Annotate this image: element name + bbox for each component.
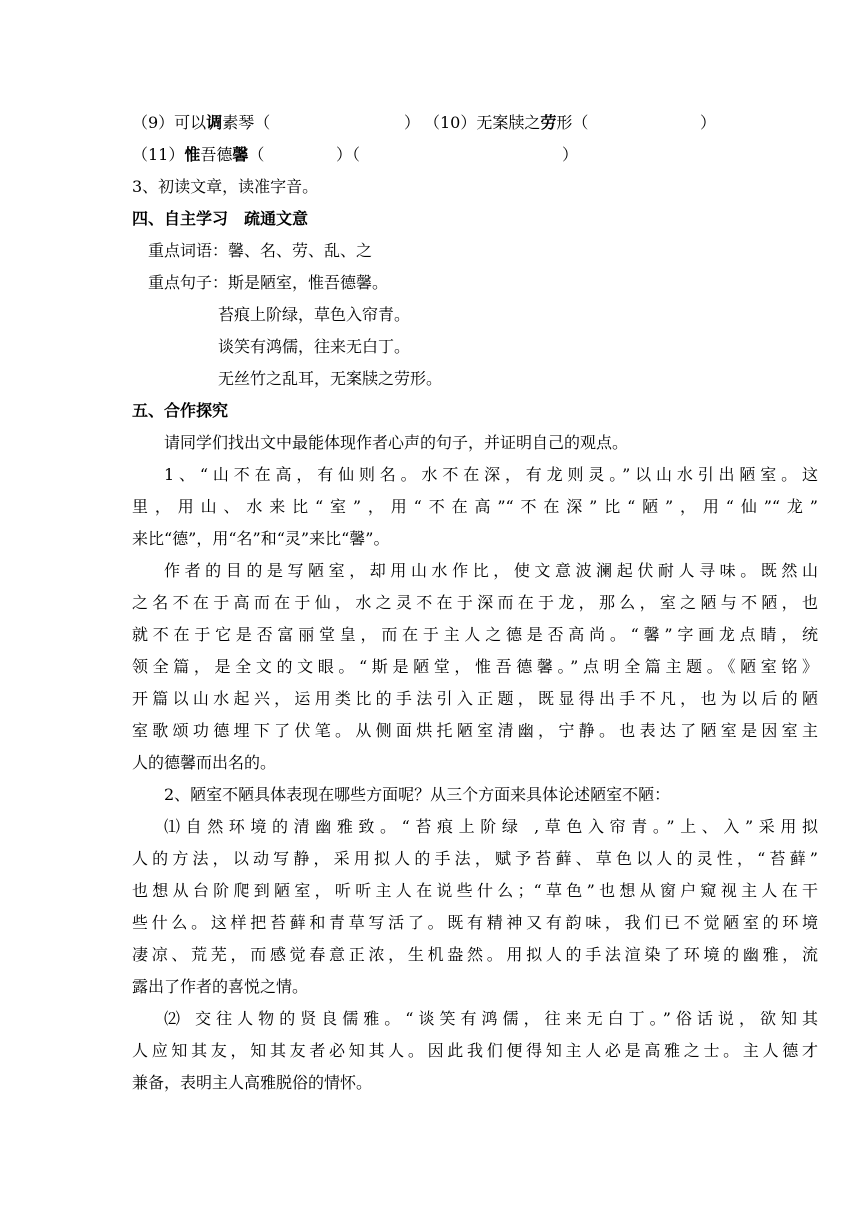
exercise-item-9 bbox=[132, 112, 270, 134]
q10-bold-char: 劳 bbox=[540, 113, 557, 132]
q11-answer-close: ）（ bbox=[336, 145, 361, 164]
q9-answer-close: ） bbox=[404, 113, 421, 132]
q11-text: （11） bbox=[132, 145, 185, 164]
paragraph-line: 凄凉、荒芜，而感觉春意正浓，生机盎然。用拟人的手法渲染了环境的幽雅，流 bbox=[132, 945, 818, 964]
paragraph-line: 领全篇，是全文的文眼。“斯是陋堂，惟吾德馨。”点明全篇主题。《陋室铭》 bbox=[132, 657, 818, 676]
paragraph-line: ⑴自然环境的清幽雅致。“苔痕上阶绿 ,草色入帘青。”上、入”采用拟 bbox=[164, 817, 818, 836]
section-5-intro: 请同学们找出文中最能体现作者心声的句子，并证明自己的观点。 bbox=[164, 433, 629, 452]
q9-text: （9）可以 bbox=[132, 113, 207, 132]
paragraph-line: 人应知其友，知其友者必知其人。因此我们便得知主人必是高雅之士。主人德才 bbox=[132, 1041, 818, 1060]
paragraph-line: 人的方法，以动写静，采用拟人的手法，赋予苔藓、草色以人的灵性，“苔藓” bbox=[132, 849, 818, 868]
q10-answer-close: ） bbox=[700, 113, 717, 132]
q10-text: （10）无案牍之 bbox=[424, 113, 541, 132]
q11-open: （ bbox=[248, 145, 265, 164]
paragraph-line: ⑵ 交往人物的贤良儒雅。“谈笑有鸿儒，往来无白丁。”俗话说，欲知其 bbox=[164, 1009, 818, 1028]
exercise-item-11 bbox=[132, 144, 264, 166]
paragraph-line: 些什么。这样把苔藓和青草写活了。既有精神又有韵味，我们已不觉陋室的环境 bbox=[132, 913, 818, 932]
paragraph-line: 室歌颂功德埋下了伏笔。从侧面烘托陋室清幽，宁静。也表达了陋室是因室主 bbox=[132, 721, 818, 740]
paragraph-line: 作者的目的是写陋室，却用山水作比，使文意波澜起伏耐人寻味。既然山 bbox=[164, 561, 818, 580]
paragraph-line: 人的德馨而出名的。 bbox=[132, 753, 277, 772]
paragraph-line: 1、“山不在高，有仙则名。水不在深，有龙则灵。”以山水引出陋室。这 bbox=[164, 465, 818, 484]
paragraph-line: 之名不在于高而在于仙，水之灵不在于深而在于龙，那么，室之陋与不陋，也 bbox=[132, 593, 818, 612]
q9-text-2: 素琴（ bbox=[222, 113, 271, 132]
paragraph-line: 也想从台阶爬到陋室，听听主人在说些什么；“草色”也想从窗户窥视主人在干 bbox=[132, 881, 818, 900]
q11-bold-char-2: 馨 bbox=[232, 145, 249, 164]
paragraph-line: 开篇以山水起兴，运用类比的手法引入正题，既显得出手不凡，也为以后的陋 bbox=[132, 689, 818, 708]
section-4-heading: 四、自主学习 疏通文意 bbox=[132, 209, 309, 228]
key-sentences-label: 重点句子：斯是陋室，惟吾德馨。 bbox=[148, 273, 389, 292]
paragraph-line: 2、陋室不陋具体表现在哪些方面呢？从三个方面来具体论述陋室不陋： bbox=[164, 785, 671, 804]
paragraph-line: 露出了作者的喜悦之情。 bbox=[132, 977, 309, 996]
step-3: 3、初读文章，读准字音。 bbox=[132, 177, 319, 196]
paragraph-line: 兼备，表明主人高雅脱俗的情怀。 bbox=[132, 1073, 373, 1092]
key-sentence: 苔痕上阶绿，草色入帘青。 bbox=[218, 305, 411, 324]
q9-bold-char: 调 bbox=[206, 113, 223, 132]
q11-text-2: 吾德 bbox=[200, 145, 233, 164]
paragraph-line: 里，用山、水来比“室”，用“不在高”“不在深”比“陋”，用“仙”“龙” bbox=[132, 497, 818, 516]
q10-text-2: 形（ bbox=[556, 113, 589, 132]
key-sentence: 谈笑有鸿儒，往来无白丁。 bbox=[218, 337, 411, 356]
exercise-item-10 bbox=[424, 112, 588, 134]
q11-bold-char-1: 惟 bbox=[184, 145, 201, 164]
paragraph-line: 就不在于它是否富丽堂皇，而在于主人之德是否高尚。“馨”字画龙点睛，统 bbox=[132, 625, 818, 644]
q11-answer-close-2: ） bbox=[562, 145, 579, 164]
paragraph-line: 来比“德”，用“名”和“灵”来比“馨”。 bbox=[132, 529, 390, 548]
key-words: 重点词语：馨、名、劳、乱、之 bbox=[148, 241, 373, 260]
section-5-heading: 五、合作探究 bbox=[132, 401, 229, 420]
key-sentence: 无丝竹之乱耳，无案牍之劳形。 bbox=[218, 369, 443, 388]
